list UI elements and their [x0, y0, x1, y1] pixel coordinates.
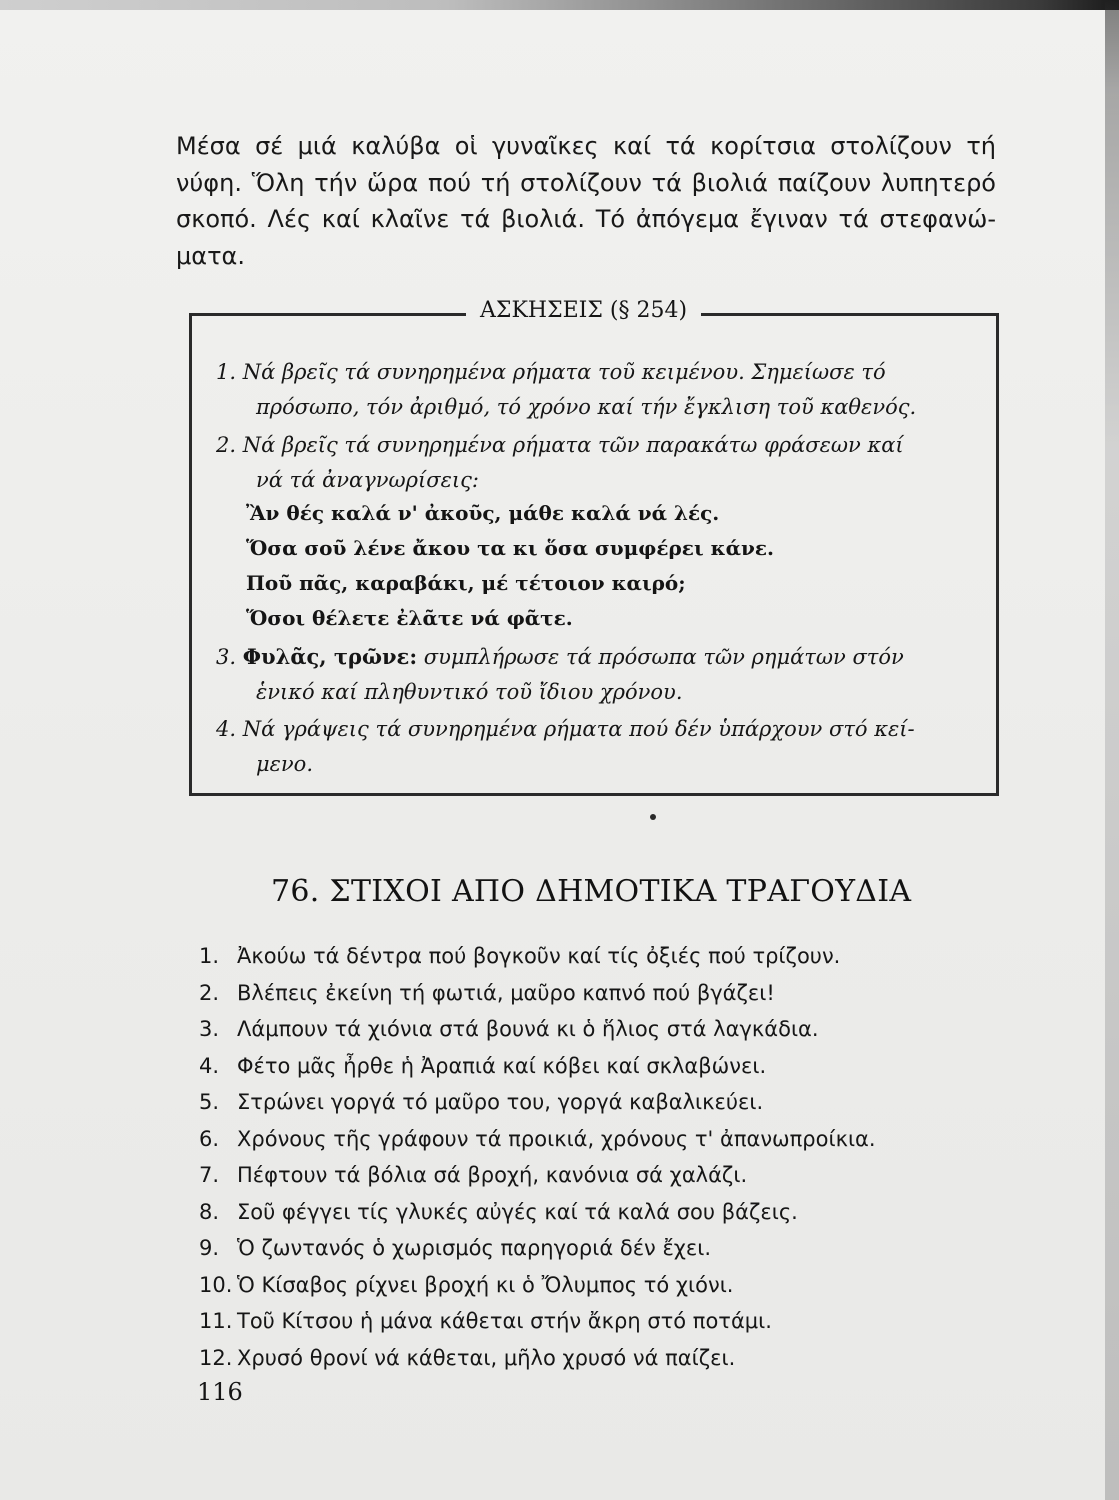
exercise-1-line-2: πρόσωπο, τόν ἀριθμό, τό χρόνο καί τήν ἔγκλιση τοῦ καθενός. — [256, 395, 917, 419]
verse-number: 6. — [199, 1126, 220, 1151]
exercise-verbs: Φυλᾶς, τρῶνε: — [242, 644, 418, 669]
verse-text: Βλέπεις ἐκείνη τή φωτιά, μαῦρο καπνό πού βγάζει! — [237, 980, 775, 1005]
exercise-4-line-1 — [216, 712, 915, 746]
exercise-text: Νά γράψεις τά συνηρημένα ρήματα πού δέν ὑπάρχουν στό κεί- — [242, 717, 915, 741]
intro-line: σκοπό. Λές καί κλαῖνε τά βιολιά. Τό ἀπόγεμα ἔγιναν τά στεφανώ- — [176, 205, 996, 233]
verse-number: 11. — [199, 1309, 233, 1333]
page-top-edge — [0, 0, 1119, 10]
verse-line — [199, 1084, 876, 1121]
intro-line: ματα. — [176, 241, 245, 270]
exercise-text: Νά βρεῖς τά συνηρημένα ρήματα τοῦ κειμένου. Σημείωσε τό — [242, 360, 886, 384]
verse-number: 1. — [199, 944, 220, 968]
verse-text: Στρώνει γοργά τό μαῦρο του, γοργά καβαλικεύει. — [237, 1090, 764, 1114]
verse-text: Ὁ ζωντανός ὁ χωρισμός παρηγοριά δέν ἔχει. — [237, 1236, 712, 1260]
proverb-line: Ὅσα σοῦ λένε ἄκου τα κι ὅσα συμφέρει κάνε. — [246, 536, 774, 560]
verse-number: 9. — [199, 1236, 220, 1260]
verse-number: 8. — [199, 1199, 220, 1224]
verse-line — [199, 975, 876, 1012]
verse-number: 10. — [199, 1272, 233, 1297]
verse-line — [199, 1157, 876, 1194]
verse-number: 5. — [199, 1090, 220, 1114]
exercise-1-line-1 — [216, 355, 886, 389]
verse-line — [199, 1267, 876, 1304]
verses-list — [199, 938, 876, 1376]
exercise-2-line-1 — [216, 428, 904, 462]
verse-text: Χρυσό θρονί νά κάθεται, μῆλο χρυσό νά παίζει. — [237, 1345, 736, 1370]
verse-text: Τοῦ Κίτσου ἡ μάνα κάθεται στήν ἄκρη στό ποτάμι. — [237, 1309, 772, 1333]
page-number: 116 — [197, 1378, 243, 1406]
verse-text: Πέφτουν τά βόλια σά βροχή, κανόνια σά χαλάζι. — [237, 1163, 748, 1187]
proverb-line: Ὅσοι θέλετε ἐλᾶτε νά φᾶτε. — [246, 606, 573, 630]
verse-number: 3. — [199, 1017, 220, 1041]
verse-number: 4. — [199, 1053, 220, 1078]
verse-line — [199, 1303, 876, 1340]
verse-number: 12. — [199, 1345, 233, 1370]
verse-text: Λάμπουν τά χιόνια στά βουνά κι ὁ ἥλιος στά λαγκάδια. — [237, 1017, 819, 1041]
intro-paragraph — [176, 128, 996, 274]
verse-text: Φέτο μᾶς ἦρθε ἡ Ἀραπιά καί κόβει καί σκλαβώνει. — [237, 1053, 767, 1078]
exercise-4-line-2: μενο. — [256, 752, 314, 776]
verse-text: Σοῦ φέγγει τίς γλυκές αὐγές καί τά καλά σου βάζεις. — [237, 1199, 798, 1224]
verse-line — [199, 1121, 876, 1158]
verse-line — [199, 1194, 876, 1231]
section-heading: 76. ΣΤΙΧΟΙ ΑΠΟ ΔΗΜΟΤΙΚΑ ΤΡΑΓΟΥΔΙΑ — [271, 874, 912, 909]
exercise-number: 1. — [216, 360, 237, 384]
exercises-title: ΑΣΚΗΣΕΙΣ (§ 254) — [466, 296, 701, 326]
exercise-number: 2. — [216, 433, 237, 457]
verse-line — [199, 1011, 876, 1048]
exercise-number: 3. — [216, 645, 237, 669]
verse-line — [199, 938, 876, 975]
exercise-3-line-1 — [216, 640, 904, 674]
verse-line — [199, 1048, 876, 1085]
exercise-number: 4. — [216, 717, 237, 741]
exercise-text: Νά βρεῖς τά συνηρημένα ρήματα τῶν παρακάτω φράσεων καί — [242, 433, 904, 457]
intro-line: νύφη. Ὅλη τήν ὥρα πού τή στολίζουν τά βιολιά παίζουν λυπητερό — [176, 168, 996, 197]
proverb-line: Ἂν θές καλά ν' ἀκοῦς, μάθε καλά νά λές. — [246, 501, 720, 525]
verse-text: Ἀκούω τά δέντρα πού βογκοῦν καί τίς ὀξιές πού τρίζουν. — [237, 944, 841, 968]
proverb-line: Ποῦ πᾶς, καραβάκι, μέ τέτοιον καιρό; — [246, 571, 686, 595]
intro-line: Μέσα σέ μιά καλύβα οἱ γυναῖκες καί τά κορίτσια στολίζουν τή — [176, 132, 996, 160]
verse-number: 7. — [199, 1163, 220, 1187]
exercise-text: συμπλήρωσε τά πρόσωπα τῶν ρημάτων στόν — [423, 645, 904, 669]
page-right-edge — [1105, 0, 1119, 1500]
exercise-3-line-2: ἑνικό καί πληθυντικό τοῦ ἴδιου χρόνου. — [256, 680, 683, 704]
verse-line — [199, 1340, 876, 1377]
print-dot — [650, 814, 656, 820]
verse-text: Χρόνους τῆς γράφουν τά προικιά, χρόνους τ' ἀπανωπροίκια. — [237, 1126, 876, 1151]
exercise-2-line-2: νά τά ἀναγνωρίσεις: — [256, 468, 479, 492]
verse-number: 2. — [199, 980, 220, 1005]
verse-text: Ὁ Κίσαβος ρίχνει βροχή κι ὁ Ὄλυμπος τό χιόνι. — [237, 1272, 734, 1297]
verse-line — [199, 1230, 876, 1267]
